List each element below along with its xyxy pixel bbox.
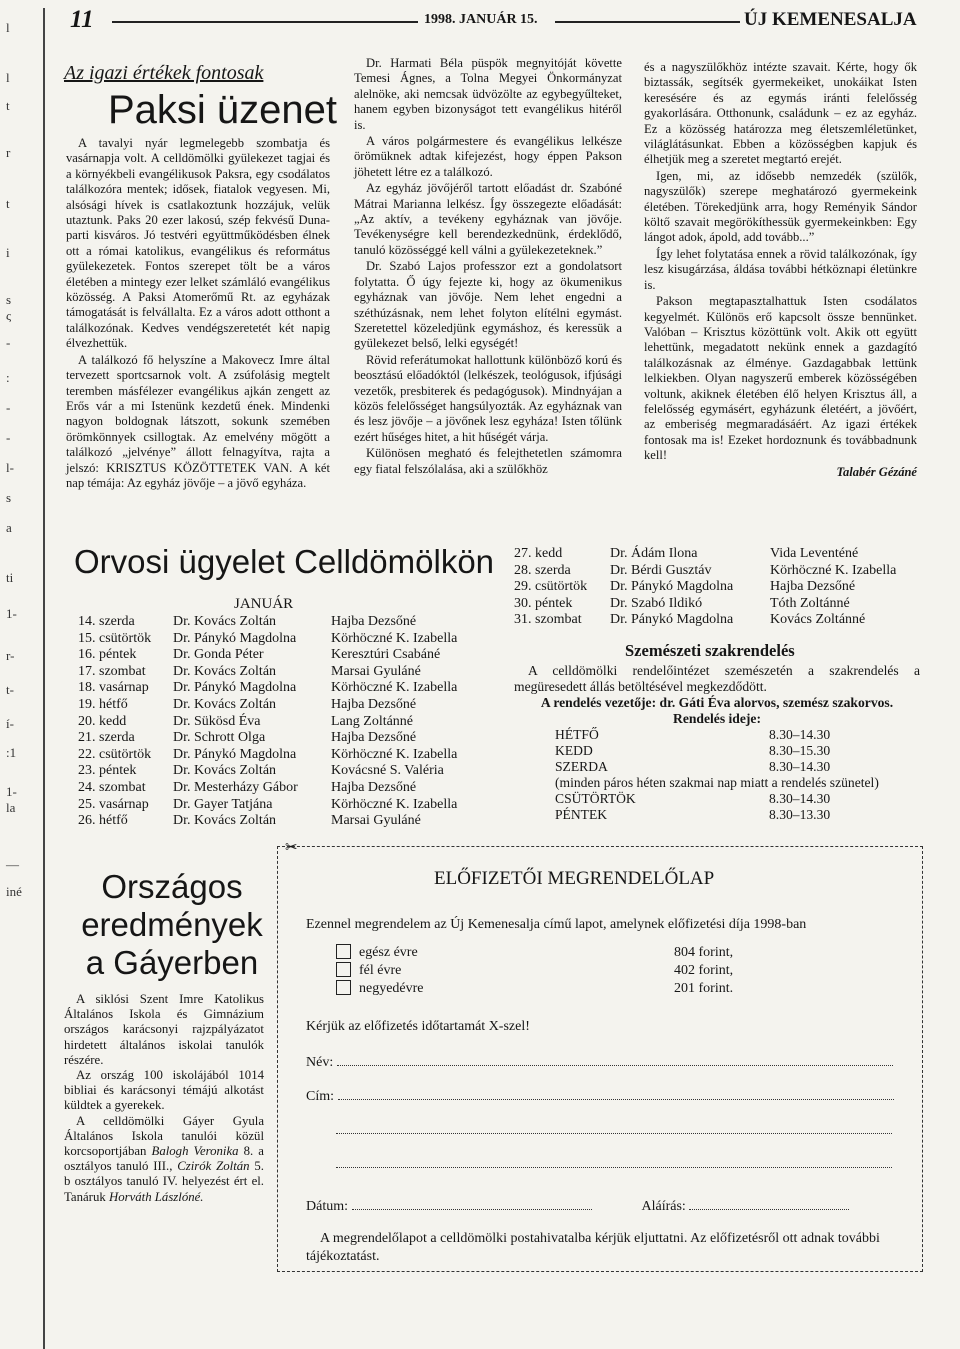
schedule-hours: 8.30–15.30 <box>769 743 831 758</box>
duty-day: 30. péntek <box>514 595 573 611</box>
date-signature-row <box>306 1198 906 1216</box>
coupon-body <box>306 916 906 1266</box>
duty-day: 17. szombat <box>78 663 146 679</box>
scissors-icon: ✂ <box>285 840 298 856</box>
duty-doctor: Dr. Sükösd Éva <box>173 713 261 729</box>
margin-fragment: r <box>6 145 11 160</box>
paragraph: Az ország 100 iskolájából 1014 bibliai és karácsonyi témájú alkotást küldtek a gyerekek. <box>64 1068 264 1113</box>
duty-assistant: Lang Zoltánné <box>331 713 414 729</box>
duty-row <box>78 763 481 780</box>
duty-doctor: Dr. Mesterházy Gábor <box>173 779 298 795</box>
article-kicker: Az igazi értékek fontosak <box>64 62 264 84</box>
margin-fragment: ς <box>6 308 12 323</box>
schedule-day: SZERDA <box>555 759 608 774</box>
duty-day: 14. szerda <box>78 614 135 629</box>
duty-assistant: Tóth Zoltánné <box>770 595 850 611</box>
paragraph: A város polgármestere és evangélikus lelkésze örömüknek adtak kifejezést, hogy éppen Pakson jöhetett létre ez a találkozó. <box>354 134 622 179</box>
margin-fragment: t <box>6 196 10 211</box>
duty-day: 29. csütörtök <box>514 579 588 595</box>
eye-clinic-title: Szemészeti szakrendelés <box>625 641 795 660</box>
paragraph: Dr. Harmati Béla püspök megnyitóját követte Temesi Ágnes, a Tolna Megyei Önkormányzat alelnöke, aki nemcsak üdvözölte az egybegyűlteket, hanem egyben bizonyságot tett evangélikus hitéről is. <box>354 56 622 132</box>
duty-doctor: Dr. Bérdi Gusztáv <box>610 562 712 578</box>
margin-fragment: iné <box>6 884 22 899</box>
results-headline-line: Országos <box>101 868 243 905</box>
schedule-row <box>555 807 879 823</box>
duty-day: 18. vasárnap <box>78 680 149 696</box>
address-row <box>306 1088 906 1106</box>
article-column-1 <box>66 136 330 492</box>
signature-field[interactable] <box>689 1209 849 1210</box>
margin-fragment: :1 <box>6 745 17 760</box>
eye-clinic-head: A rendelés vezetője: dr. Gáti Éva alorvos, szemész szakorvos. <box>540 695 894 710</box>
margin-fragment: s <box>6 490 12 505</box>
duty-doctor: Dr. Pánykó Magdolna <box>610 579 734 595</box>
schedule-day: HÉTFŐ <box>555 727 599 742</box>
duty-assistant: Marsai Gyuláné <box>331 663 421 679</box>
duty-doctor: Dr. Pánykó Magdolna <box>610 612 734 628</box>
duty-doctor: Dr. Kovács Zoltán <box>173 696 277 712</box>
paragraph: A tavalyi nyár legmelegebb szombatja és vasárnapja volt. A celldömölki gyülekezet tagjai és a környékbeli evangélikusok Paksra, egy csodálatos találkozóra mentek; idősek, fiatalok vegyesen. Mi, alsósági hívek is csatlakoztunk hozzájuk, velük utaztunk. Paks 20 ezer lakosú, szép fekvésű Duna-parti kisváros. Jó testvéri együttműködésben élnek ott a római katolikus, evangélikus és református gyülekezetek. Fontos szerepet tölt be a város életében a mintegy ezer lelket számláló evangélikus közösség. A Paksi Atomerőmű Rt. az egyházak támogatását is felvállalta. Ez a város adott otthont a találkozónak. Kedves vendégszeretetét két napig élvezhettük. <box>66 136 330 351</box>
duty-table-left <box>78 614 481 830</box>
margin-fragment: 1- <box>6 606 17 621</box>
duty-row <box>78 780 481 797</box>
paragraph: Különösen megható és felejthetetlen számomra egy fiatal felszólalása, aki a szülőkhöz <box>354 446 622 476</box>
duty-day: 31. szombat <box>514 612 582 628</box>
paragraph: és a nagyszülőkhöz intézte szavait. Kérte, hogy ők biztassák, segítsék gyermekeiket, unokáikat Isten keresésére és az egymás iránti felelősség gyakorlására. Otthonunk, családunk – ez az egyház. Ez a közösség határozza meg életszemléletünket, világlátásunkat. Ebben a közösségben kapjuk és élhetjük meg a szeretet megtartó erejét. <box>644 60 917 167</box>
text: 5. b osztályos tanuló IV. helyezést ért el. Tanáruk <box>64 1159 264 1204</box>
margin-fragment: — <box>6 857 19 872</box>
duty-doctor: Dr. Kovács Zoltán <box>173 614 277 629</box>
paragraph: A találkozó fő helyszíne a Makovecz Imre által tervezett sportcsarnok volt. A zsúfolásig megtelt teremben másfélezer evangélikus ajkán zengett az Erős vár a mi Istenünk kezdetű ének. Mindenki nagyon boldognak látszott, sokunk szemében örömkönnyek csillogtak. Az emelvény mögött a találkozó „jelvénye” állott felnagyítva, rajta a jelszó: KRISZTUS KÖZÖTTETEK VAN. A két nap témája: Az egyház jövője – a jövő egyháza. <box>66 352 330 490</box>
article-signature: Talabér Gézáné <box>836 464 917 479</box>
name-row <box>306 1054 906 1072</box>
duty-day: 28. szerda <box>514 562 571 578</box>
schedule-row <box>555 791 879 807</box>
duty-table-right <box>514 546 920 629</box>
student-name: Czirók Zoltán <box>177 1159 250 1174</box>
margin-fragment: r- <box>6 648 15 663</box>
duty-doctor: Dr. Gayer Tatjána <box>173 796 273 812</box>
article-column-3 <box>644 60 917 480</box>
duty-assistant: Körhöczné K. Izabella <box>331 680 458 696</box>
eye-clinic-intro: A celldömölki rendelőintézet szemészetén a szakrendelés a megüresedett állás betöltésével megkezdődött. <box>514 663 920 694</box>
schedule-hours: 8.30–13.30 <box>769 807 831 822</box>
duty-assistant: Hajba Dezsőné <box>331 614 417 629</box>
teacher-name: Horváth Lászlóné. <box>108 1189 204 1204</box>
option-price: 201 forint. <box>674 981 734 996</box>
duty-row <box>78 730 481 747</box>
duty-row <box>78 697 481 714</box>
schedule-day: KEDD <box>555 743 593 758</box>
newspaper-title: ÚJ KEMENESALJA <box>744 9 917 30</box>
eye-clinic-schedule-2 <box>555 791 879 823</box>
results-headline-line: eredmények <box>81 906 263 943</box>
duty-doctor: Dr. Pánykó Magdolna <box>173 680 297 696</box>
address-field-line-3[interactable] <box>336 1167 892 1168</box>
option-price: 402 forint, <box>674 963 734 978</box>
student-name: Balogh Veronika <box>151 1144 239 1159</box>
paragraph: Dr. Szabó Lajos professzor ezt a gondolatsort folytatta. Ő úgy fejezte ki, hogy az ökumenikus egyháznak van jövője. Nem lehet engedni a széthúzásnak, nem lehet folyton elítélni egymást. Szeretettel közeledjünk egymáshoz, és keressük a gyülekezet belső, lelki egységét! <box>354 259 622 351</box>
duty-row <box>514 563 920 580</box>
paragraph: Az egyház jövőjéről tartott előadást dr. Szabóné Mátrai Marianna lelkész. Így összegezte előadását: „Az aktív, a tevékeny egyháznak van jövője. Tevékenységre kell berendezkednünk, érdeklődő, tanuló közösséggé kell válni a gyülekezeteknek.” <box>354 181 622 257</box>
signature-label: Aláírás: <box>641 1199 686 1214</box>
duty-assistant: Kovács Zoltánné <box>770 612 866 628</box>
name-label: Név: <box>306 1055 334 1070</box>
margin-fragment: - <box>6 335 11 350</box>
duty-doctor: Dr. Szabó Ildikó <box>610 595 703 611</box>
address-field[interactable] <box>338 1099 894 1100</box>
date-field[interactable] <box>352 1209 592 1210</box>
duty-day: 24. szombat <box>78 779 146 795</box>
coupon-instruction: Kérjük az előfizetés időtartamát X-szel! <box>306 1019 530 1034</box>
coupon-option-row <box>336 980 906 998</box>
duty-section-title: Orvosi ügyelet Celldömölkön <box>74 543 495 580</box>
duty-doctor: Dr. Kovács Zoltán <box>173 663 277 679</box>
text: A celldömölki Gáyer Gyula Általános Iskola tanulói közül korcsoportjában <box>64 1113 264 1159</box>
duty-row <box>78 813 481 830</box>
paragraph <box>64 1114 264 1205</box>
duty-row <box>514 596 920 613</box>
duty-day: 25. vasárnap <box>78 796 149 812</box>
duty-assistant: Hajba Dezsőné <box>770 579 856 595</box>
duty-doctor: Dr. Pánykó Magdolna <box>173 630 297 646</box>
duty-day: 15. csütörtök <box>78 630 152 646</box>
paragraph: Pakson megtapasztalhattuk Isten csodálatos kegyelmét. Különös erő kapcsolt össze bennünket. Valóban – Krisztus közöttünk volt. Akik ott együtt lehettünk, megadatott nekünk ennek a gazdagító találkozásnak az élménye. Gazdagabbak lettünk lelkiekben. Olyan nagyszerű emberek közösségében voltunk, akiknek életében élő helyen Krisztus áll, a felelősség egymásért, egyházunk életéért, a jövőért, az emberiség megmaradásáért. Az igazi értékek fontosak ma is! Ezeket hordoznunk és továbbadnunk kell! <box>644 294 917 463</box>
coupon-title: ELŐFIZETŐI MEGRENDELŐLAP <box>434 868 715 889</box>
results-headline-line: a Gáyerben <box>85 944 259 981</box>
margin-fragment: la <box>6 800 16 815</box>
option-label: fél évre <box>359 963 402 978</box>
margin-fragment: - <box>6 430 11 445</box>
margin-fragment: l- <box>6 460 14 475</box>
duty-doctor: Dr. Pánykó Magdolna <box>173 746 297 762</box>
eye-clinic-text <box>514 663 920 823</box>
schedule-hours: 8.30–14.30 <box>769 727 831 742</box>
option-checkbox[interactable] <box>336 944 351 959</box>
coupon-option-row <box>336 962 906 980</box>
duty-assistant: Keresztúri Csabáné <box>331 647 441 663</box>
schedule-hours: 8.30–14.30 <box>769 791 831 806</box>
option-label: egész évre <box>359 945 418 960</box>
margin-fragment: t <box>6 98 10 113</box>
margin-fragment: a <box>6 520 12 535</box>
margin-fragment: 1- <box>6 784 17 799</box>
duty-doctor: Dr. Schrott Olga <box>173 730 266 746</box>
duty-row <box>514 612 920 629</box>
margin-fragment: : <box>6 370 10 385</box>
duty-row <box>78 631 481 648</box>
duty-assistant: Vida Leventéné <box>770 546 859 561</box>
duty-doctor: Dr. Kovács Zoltán <box>173 813 277 829</box>
margin-fragment: í- <box>6 716 14 731</box>
margin-fragment: - <box>6 400 11 415</box>
duty-month: JANUÁR <box>234 596 294 612</box>
duty-doctor: Dr. Gonda Péter <box>173 647 264 663</box>
schedule-row <box>555 743 879 759</box>
option-label: negyedévre <box>359 981 424 996</box>
duty-row <box>78 797 481 814</box>
schedule-row <box>555 759 879 775</box>
header-rule-right <box>555 21 740 23</box>
option-checkbox[interactable] <box>336 962 351 977</box>
page-number: 11 <box>70 6 94 33</box>
duty-row <box>514 579 920 596</box>
schedule-hours: 8.30–14.30 <box>769 759 831 774</box>
margin-fragment: t- <box>6 682 14 697</box>
duty-assistant: Hajba Dezsőné <box>331 730 417 746</box>
margin-fragment: l <box>6 20 10 35</box>
name-field[interactable] <box>337 1065 893 1066</box>
duty-day: 27. kedd <box>514 546 563 561</box>
duty-row <box>78 614 481 631</box>
duty-assistant: Körhöczné K. Izabella <box>770 562 897 578</box>
coupon-options <box>306 944 906 998</box>
date-label: Dátum: <box>306 1199 348 1214</box>
duty-assistant: Körhöczné K. Izabella <box>331 746 458 762</box>
text: 8. a osztályos tanuló III., <box>64 1144 264 1174</box>
duty-row <box>78 714 481 731</box>
coupon-intro: Ezennel megrendelem az Új Kemenesalja című lapot, amelynek előfizetési díja 1998-ban <box>306 917 807 932</box>
duty-assistant: Körhöczné K. Izabella <box>331 630 458 646</box>
duty-day: 16. péntek <box>78 647 137 663</box>
schedule-row <box>555 727 879 743</box>
margin-fragment: s <box>6 292 12 307</box>
paragraph: Így lehet folytatása ennek a rövid találkozónak, így lesz kisugárzása, áldása további hétköznapi életünkre is. <box>644 246 917 292</box>
duty-assistant: Hajba Dezsőné <box>331 779 417 795</box>
option-checkbox[interactable] <box>336 980 351 995</box>
left-margin-fragments <box>0 0 40 1349</box>
option-price: 804 forint, <box>674 945 734 960</box>
duty-day: 22. csütörtök <box>78 746 152 762</box>
schedule-day: CSÜTÖRTÖK <box>555 791 636 806</box>
margin-fragment: i <box>6 245 10 260</box>
duty-row <box>514 546 920 563</box>
margin-fragment: ti <box>6 570 14 585</box>
eye-clinic-hours-title: Rendelés ideje: <box>673 711 761 726</box>
duty-assistant: Körhöczné K. Izabella <box>331 796 458 812</box>
address-field-line-2[interactable] <box>336 1133 892 1134</box>
eye-clinic-note: (minden páros héten szakmai nap miatt a rendelés szünetel) <box>555 775 879 790</box>
article-headline: Paksi üzenet <box>108 88 338 132</box>
article-column-2 <box>354 56 622 478</box>
schedule-day: PÉNTEK <box>555 807 608 822</box>
results-headline <box>72 868 272 982</box>
duty-row <box>78 680 481 697</box>
duty-day: 20. kedd <box>78 713 127 729</box>
duty-assistant: Kovácsné S. Valéria <box>331 763 444 779</box>
duty-day: 19. hétfő <box>78 696 128 712</box>
header-rule-left <box>112 21 418 23</box>
address-label: Cím: <box>306 1089 335 1104</box>
duty-row <box>78 664 481 681</box>
duty-day: 26. hétfő <box>78 813 128 829</box>
duty-assistant: Marsai Gyuláné <box>331 813 421 829</box>
paragraph: A siklósi Szent Imre Katolikus Általános Iskola és Gimnázium országos karácsonyi rajzpályázatot hirdetett általános iskolai tanulók részére. <box>64 992 264 1067</box>
duty-day: 21. szerda <box>78 730 135 746</box>
duty-doctor: Dr. Ádám Ilona <box>610 546 698 561</box>
duty-day: 23. péntek <box>78 763 137 779</box>
duty-doctor: Dr. Kovács Zoltán <box>173 763 277 779</box>
margin-fragment: l <box>6 70 10 85</box>
duty-assistant: Hajba Dezsőné <box>331 696 417 712</box>
margin-divider <box>43 8 45 1349</box>
results-body <box>64 992 264 1205</box>
coupon-footer: A megrendelőlapot a celldömölki postahivatalba kérjük eljuttatni. Az előfizetésről ott adnak további tájékoztatást. <box>306 1231 880 1264</box>
paragraph: Rövid referátumokat hallottunk különböző korú és beosztású előadóktól (lelkészek, teológusok, ifjúsági vezetők, presbiterek és pedagógusok). Mindnyájan a közös felelősséget hangsúlyozták. Az egyháznak van és lesz jövője – a jövőnek lesz egyháza! Isten tőlünk ezért hűséges hitet, a hit hűségét várja. <box>354 352 622 444</box>
duty-row <box>78 647 481 664</box>
issue-date: 1998. JANUÁR 15. <box>424 12 538 27</box>
coupon-option-row <box>336 944 906 962</box>
paragraph: Igen, mi, az idősebb nemzedék (szülők, nagyszülők) szerepe meghatározó gyermekeink életében. Törekedjünk arra, hogy Reményik Sándor költő szavait megörökíthessük gyermekeinkben: Egy lángot adok, ápold, add tovább...” <box>644 168 917 245</box>
eye-clinic-schedule <box>555 727 879 775</box>
duty-row <box>78 747 481 764</box>
